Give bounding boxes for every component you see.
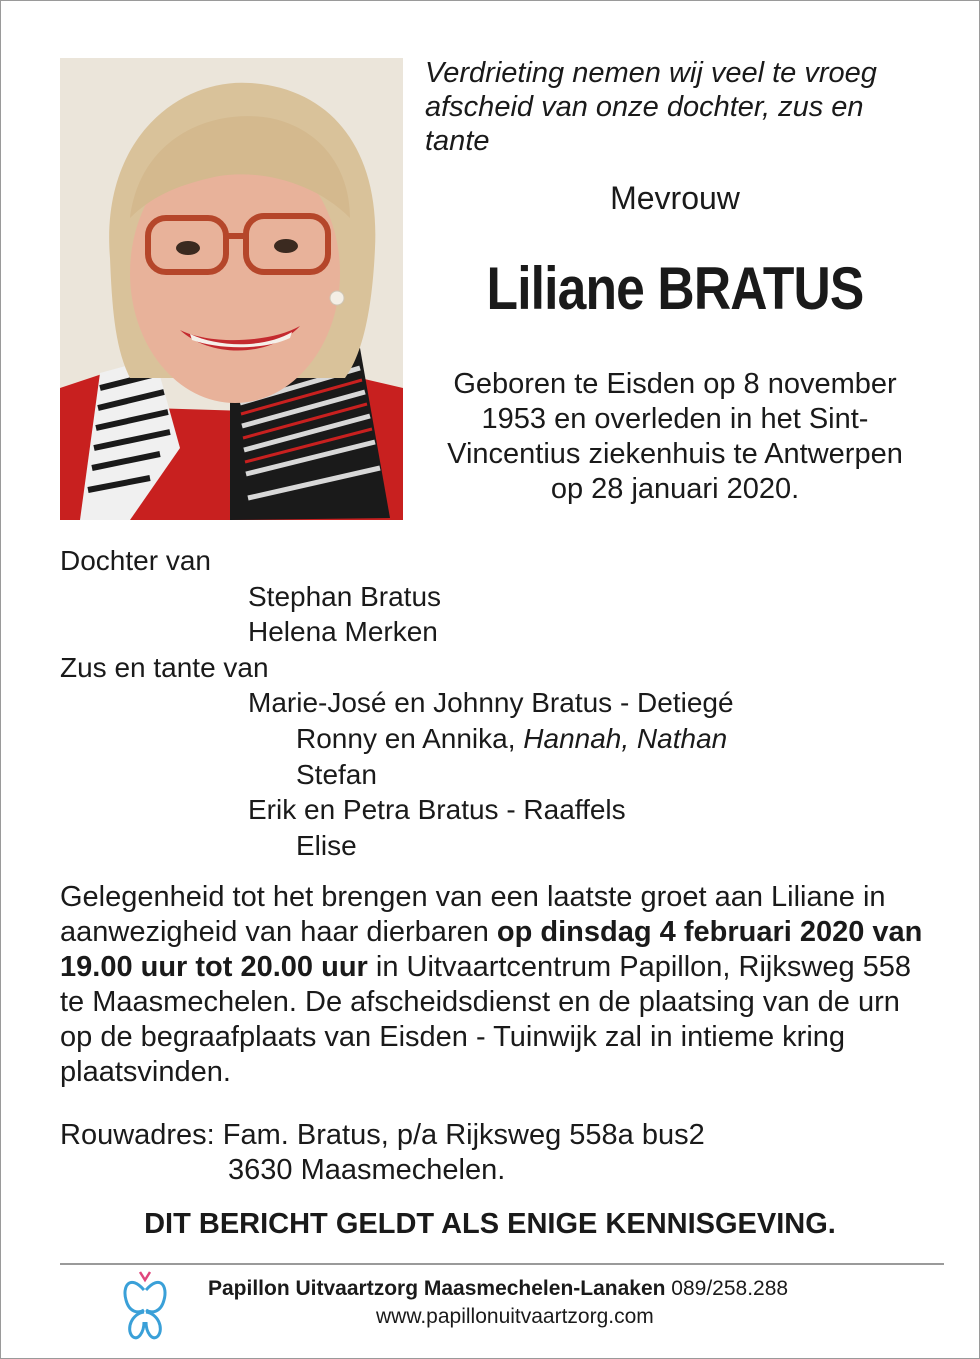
company-website[interactable]: www.papillonuitvaartzorg.com [376,1305,654,1328]
address-line: Rouwadres: Fam. Bratus, p/a Rijksweg 558a bus2 [60,1119,705,1151]
daughter-of-label: Dochter van [60,545,211,576]
visitation-text-part: in Uitvaartcentrum Papillon, Rijksweg 558 te Maasmechelen. De afscheidsdienst en de plaatsing van de urn op de begraafplaats van Eisden - Tuinwijk zal in intieme kring plaatsvinden. [60,951,912,1088]
nephew-name: Stefan [296,758,377,790]
parent-name: Stephan Bratus [248,580,442,612]
birth-death-line: 1953 en overleden in het Sint- [481,403,869,435]
grandchildren-names: Hannah, Nathan [523,722,728,754]
niece-name: Elise [296,829,357,861]
sibling-name: Erik en Petra Bratus - Raaffels [248,794,626,826]
birth-death-line: Geboren te Eisden op 8 november [453,368,897,400]
birth-death-info [420,367,930,507]
footer-company-line [200,1275,900,1303]
family-list [60,543,940,863]
company-phone: 089/258.288 [665,1277,789,1300]
mourning-address [60,1118,940,1188]
birth-death-line: Vincentius ziekenhuis te Antwerpen [447,438,903,470]
visitation-datetime: op dinsdag 4 februari 2020 van 19.00 uur tot 20.00 uur [60,916,923,983]
parent-name: Helena Merken [248,616,438,648]
notice-text: DIT BERICHT GELDT ALS ENIGE KENNISGEVING. [144,1208,836,1240]
divider [60,1263,944,1265]
company-name: Papillon Uitvaartzorg Maasmechelen-Lanaken [208,1277,666,1300]
honorific: Mevrouw [610,180,740,216]
visitation-text-part: Gelegenheid tot het brengen van een laatste groet aan Liliane in aanwezigheid van haar dierbaren [60,881,886,948]
butterfly-logo-icon [120,1268,170,1348]
portrait-photo [60,58,403,520]
nephew-line [60,721,940,757]
birth-death-line: op 28 januari 2020. [550,473,800,505]
deceased-name: Liliane BRATUS [486,255,864,322]
visitation-text [60,880,940,1090]
intro-text: Verdrieting nemen wij veel te vroeg afscheid van onze dochter, zus en tante [425,57,877,157]
nephew-name: Ronny en Annika, [296,722,524,754]
sister-of-label: Zus en tante van [60,651,269,683]
sibling-name: Marie-José en Johnny Bratus - Detiegé [248,687,734,719]
address-line: 3630 Maasmechelen. [228,1154,506,1186]
footer [200,1275,900,1331]
